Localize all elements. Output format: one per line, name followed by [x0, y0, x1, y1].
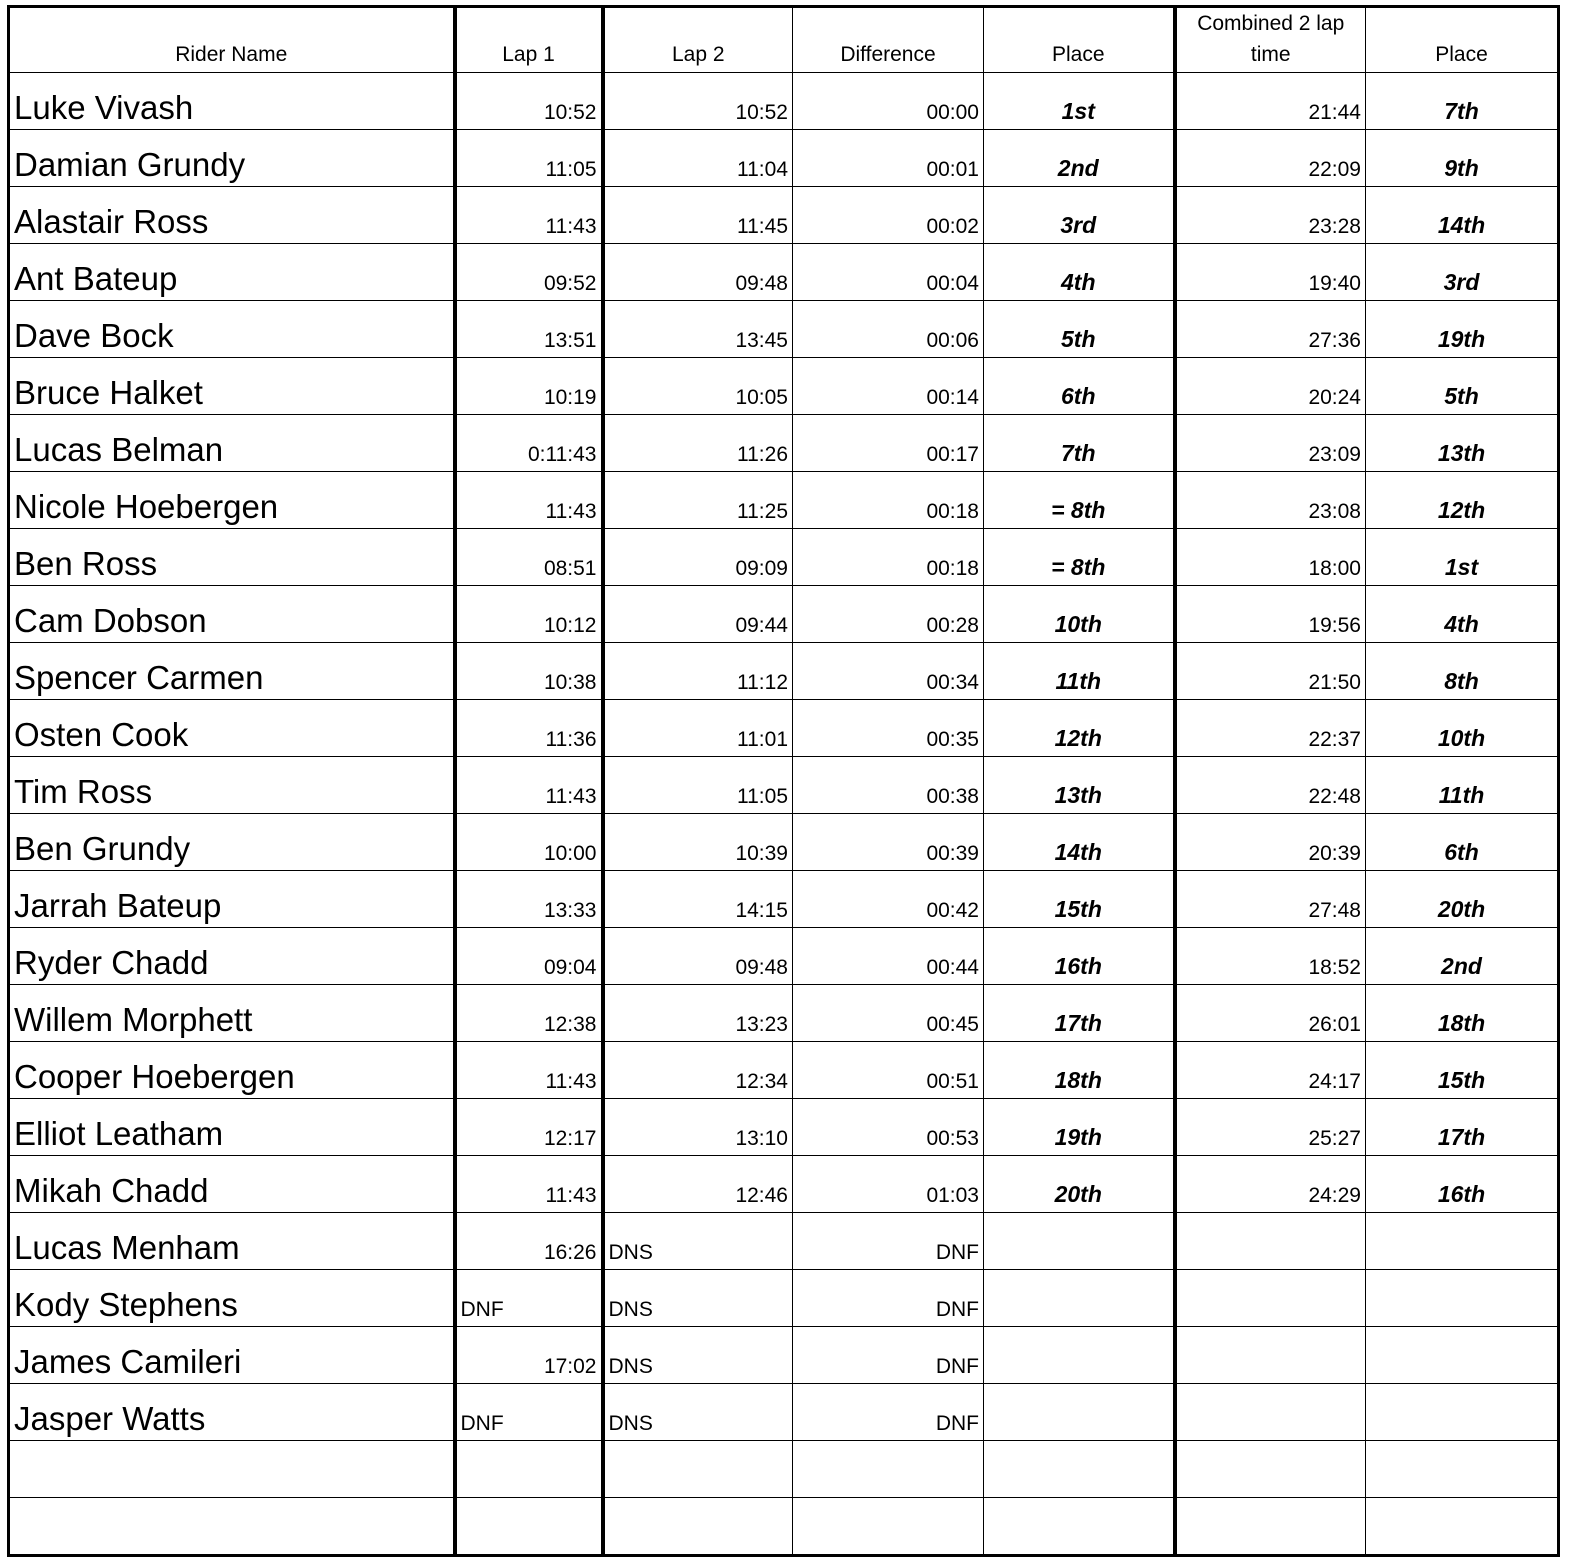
table-row [9, 700, 1559, 757]
combined-time-cell: 20:39 [1175, 814, 1366, 871]
lap1-cell: 11:05 [455, 130, 603, 187]
difference-cell: 00:39 [793, 814, 984, 871]
lap2-cell: 09:44 [603, 586, 793, 643]
rider-name-cell: Jarrah Bateup [9, 871, 455, 928]
header-lap2: Lap 2 [603, 7, 793, 73]
lap1-cell: 11:43 [455, 1156, 603, 1213]
lap2-cell: 10:05 [603, 358, 793, 415]
rider-name-cell: Luke Vivash [9, 73, 455, 130]
table-row [9, 358, 1559, 415]
lap2-cell: 12:46 [603, 1156, 793, 1213]
combined-time-cell: 24:29 [1175, 1156, 1366, 1213]
combined-time-cell [1175, 1384, 1366, 1441]
table-row [9, 643, 1559, 700]
lap2-cell: 09:48 [603, 928, 793, 985]
lap1-cell: 13:33 [455, 871, 603, 928]
rider-name-cell: Ryder Chadd [9, 928, 455, 985]
lap2-cell: 11:01 [603, 700, 793, 757]
lap1-cell: 10:38 [455, 643, 603, 700]
lap2-cell [603, 1441, 793, 1498]
lap1-cell [455, 1441, 603, 1498]
difference-cell: 00:18 [793, 472, 984, 529]
combined-time-cell: 18:00 [1175, 529, 1366, 586]
combined-time-cell: 19:40 [1175, 244, 1366, 301]
lap2-cell: DNS [603, 1213, 793, 1270]
rider-name-cell: Lucas Belman [9, 415, 455, 472]
place-cell: = 8th [984, 529, 1175, 586]
rider-name-cell: Damian Grundy [9, 130, 455, 187]
difference-cell: DNF [793, 1213, 984, 1270]
lap2-cell: DNS [603, 1327, 793, 1384]
difference-cell [793, 1441, 984, 1498]
combined-time-cell [1175, 1270, 1366, 1327]
rider-name-cell: Elliot Leatham [9, 1099, 455, 1156]
rider-name-cell: Mikah Chadd [9, 1156, 455, 1213]
place-cell: 18th [984, 1042, 1175, 1099]
difference-cell: 00:45 [793, 985, 984, 1042]
place-cell: 10th [984, 586, 1175, 643]
table-row [9, 928, 1559, 985]
place-cell [984, 1213, 1175, 1270]
lap2-cell: DNS [603, 1384, 793, 1441]
table-row [9, 244, 1559, 301]
combined-place-cell: 4th [1366, 586, 1559, 643]
table-row [9, 1099, 1559, 1156]
combined-place-cell [1366, 1213, 1559, 1270]
combined-place-cell: 19th [1366, 301, 1559, 358]
combined-time-cell [1175, 1213, 1366, 1270]
combined-time-cell [1175, 1327, 1366, 1384]
lap1-cell [455, 1498, 603, 1556]
combined-time-cell: 21:44 [1175, 73, 1366, 130]
combined-place-cell: 13th [1366, 415, 1559, 472]
lap1-cell: 08:51 [455, 529, 603, 586]
rider-name-cell: Cam Dobson [9, 586, 455, 643]
lap1-cell: 0:11:43 [455, 415, 603, 472]
rider-name-cell [9, 1498, 455, 1556]
lap1-cell: 10:52 [455, 73, 603, 130]
place-cell: 19th [984, 1099, 1175, 1156]
lap2-cell: 13:10 [603, 1099, 793, 1156]
place-cell [984, 1441, 1175, 1498]
combined-time-cell: 27:36 [1175, 301, 1366, 358]
table-row [9, 130, 1559, 187]
lap1-cell: 10:00 [455, 814, 603, 871]
table-row [9, 472, 1559, 529]
lap2-cell: 11:05 [603, 757, 793, 814]
combined-place-cell: 1st [1366, 529, 1559, 586]
combined-place-cell: 5th [1366, 358, 1559, 415]
lap2-cell [603, 1498, 793, 1556]
rider-name-cell: Kody Stephens [9, 1270, 455, 1327]
table-row [9, 871, 1559, 928]
difference-cell: 00:34 [793, 643, 984, 700]
combined-place-cell: 11th [1366, 757, 1559, 814]
difference-cell: 00:28 [793, 586, 984, 643]
rider-name-cell: Spencer Carmen [9, 643, 455, 700]
lap1-cell: 17:02 [455, 1327, 603, 1384]
difference-cell: DNF [793, 1270, 984, 1327]
difference-cell: DNF [793, 1384, 984, 1441]
lap1-cell: 10:12 [455, 586, 603, 643]
place-cell: 7th [984, 415, 1175, 472]
difference-cell [793, 1498, 984, 1556]
lap1-cell: 10:19 [455, 358, 603, 415]
combined-place-cell [1366, 1384, 1559, 1441]
lap1-cell: 16:26 [455, 1213, 603, 1270]
combined-place-cell: 8th [1366, 643, 1559, 700]
combined-place-cell: 9th [1366, 130, 1559, 187]
rider-name-cell: Lucas Menham [9, 1213, 455, 1270]
lap2-cell: 11:25 [603, 472, 793, 529]
lap1-cell: DNF [455, 1384, 603, 1441]
rider-name-cell: Tim Ross [9, 757, 455, 814]
combined-place-cell: 20th [1366, 871, 1559, 928]
table-row [9, 1042, 1559, 1099]
results-table [7, 5, 1560, 1557]
combined-place-cell: 16th [1366, 1156, 1559, 1213]
rider-name-cell: Cooper Hoebergen [9, 1042, 455, 1099]
table-row [9, 1156, 1559, 1213]
lap2-cell: 14:15 [603, 871, 793, 928]
rider-name-cell: Ben Grundy [9, 814, 455, 871]
rider-name-cell: Alastair Ross [9, 187, 455, 244]
header-place-combined: Place [1366, 7, 1559, 73]
table-row [9, 814, 1559, 871]
combined-time-cell [1175, 1498, 1366, 1556]
rider-name-cell: Nicole Hoebergen [9, 472, 455, 529]
difference-cell: 00:44 [793, 928, 984, 985]
difference-cell: 00:51 [793, 1042, 984, 1099]
lap2-cell: 10:52 [603, 73, 793, 130]
lap1-cell: DNF [455, 1270, 603, 1327]
table-row [9, 529, 1559, 586]
combined-place-cell: 2nd [1366, 928, 1559, 985]
header-combined-time: Combined 2 lap time [1175, 7, 1366, 73]
lap2-cell: 12:34 [603, 1042, 793, 1099]
combined-place-cell [1366, 1327, 1559, 1384]
combined-place-cell: 10th [1366, 700, 1559, 757]
place-cell: 15th [984, 871, 1175, 928]
place-cell: 3rd [984, 187, 1175, 244]
table-row [9, 1498, 1559, 1556]
place-cell: 4th [984, 244, 1175, 301]
combined-time-cell: 18:52 [1175, 928, 1366, 985]
combined-time-cell: 24:17 [1175, 1042, 1366, 1099]
place-cell [984, 1384, 1175, 1441]
table-row [9, 415, 1559, 472]
difference-cell: 00:06 [793, 301, 984, 358]
place-cell: 16th [984, 928, 1175, 985]
lap2-cell: 11:04 [603, 130, 793, 187]
combined-place-cell: 14th [1366, 187, 1559, 244]
table-row [9, 1270, 1559, 1327]
combined-time-cell: 26:01 [1175, 985, 1366, 1042]
place-cell: 20th [984, 1156, 1175, 1213]
place-cell [984, 1327, 1175, 1384]
difference-cell: DNF [793, 1327, 984, 1384]
lap1-cell: 09:04 [455, 928, 603, 985]
table-row [9, 73, 1559, 130]
header-place: Place [984, 7, 1175, 73]
lap2-cell: 13:45 [603, 301, 793, 358]
lap2-cell: 10:39 [603, 814, 793, 871]
rider-name-cell: Willem Morphett [9, 985, 455, 1042]
rider-name-cell: James Camileri [9, 1327, 455, 1384]
lap1-cell: 09:52 [455, 244, 603, 301]
combined-place-cell: 7th [1366, 73, 1559, 130]
combined-place-cell: 17th [1366, 1099, 1559, 1156]
place-cell [984, 1498, 1175, 1556]
place-cell: 12th [984, 700, 1175, 757]
combined-time-cell: 22:37 [1175, 700, 1366, 757]
difference-cell: 00:53 [793, 1099, 984, 1156]
lap2-cell: 13:23 [603, 985, 793, 1042]
place-cell: 6th [984, 358, 1175, 415]
lap1-cell: 11:43 [455, 187, 603, 244]
rider-name-cell: Osten Cook [9, 700, 455, 757]
combined-place-cell [1366, 1270, 1559, 1327]
combined-place-cell: 3rd [1366, 244, 1559, 301]
rider-name-cell: Bruce Halket [9, 358, 455, 415]
difference-cell: 00:42 [793, 871, 984, 928]
table-row [9, 985, 1559, 1042]
combined-time-cell: 25:27 [1175, 1099, 1366, 1156]
lap2-cell: DNS [603, 1270, 793, 1327]
place-cell: = 8th [984, 472, 1175, 529]
place-cell: 1st [984, 73, 1175, 130]
lap1-cell: 12:38 [455, 985, 603, 1042]
combined-time-cell [1175, 1441, 1366, 1498]
rider-name-cell: Ben Ross [9, 529, 455, 586]
header-difference: Difference [793, 7, 984, 73]
table-row [9, 1384, 1559, 1441]
lap2-cell: 11:45 [603, 187, 793, 244]
difference-cell: 00:17 [793, 415, 984, 472]
lap1-cell: 11:43 [455, 472, 603, 529]
combined-time-cell: 27:48 [1175, 871, 1366, 928]
combined-place-cell: 15th [1366, 1042, 1559, 1099]
place-cell: 17th [984, 985, 1175, 1042]
difference-cell: 01:03 [793, 1156, 984, 1213]
difference-cell: 00:04 [793, 244, 984, 301]
lap2-cell: 09:48 [603, 244, 793, 301]
table-row [9, 1213, 1559, 1270]
combined-place-cell: 6th [1366, 814, 1559, 871]
place-cell: 13th [984, 757, 1175, 814]
place-cell: 5th [984, 301, 1175, 358]
header-rider-name: Rider Name [9, 7, 455, 73]
difference-cell: 00:35 [793, 700, 984, 757]
table-row [9, 1327, 1559, 1384]
lap1-cell: 13:51 [455, 301, 603, 358]
lap1-cell: 11:43 [455, 1042, 603, 1099]
difference-cell: 00:01 [793, 130, 984, 187]
combined-time-cell: 23:08 [1175, 472, 1366, 529]
combined-time-cell: 20:24 [1175, 358, 1366, 415]
combined-place-cell: 18th [1366, 985, 1559, 1042]
place-cell: 2nd [984, 130, 1175, 187]
rider-name-cell: Dave Bock [9, 301, 455, 358]
rider-name-cell [9, 1441, 455, 1498]
combined-place-cell: 12th [1366, 472, 1559, 529]
table-row [9, 757, 1559, 814]
difference-cell: 00:18 [793, 529, 984, 586]
combined-time-cell: 22:09 [1175, 130, 1366, 187]
header-row [9, 7, 1559, 73]
rider-name-cell: Jasper Watts [9, 1384, 455, 1441]
lap1-cell: 11:36 [455, 700, 603, 757]
rider-name-cell: Ant Bateup [9, 244, 455, 301]
lap2-cell: 09:09 [603, 529, 793, 586]
place-cell [984, 1270, 1175, 1327]
lap2-cell: 11:26 [603, 415, 793, 472]
lap1-cell: 12:17 [455, 1099, 603, 1156]
table-row [9, 187, 1559, 244]
header-lap1: Lap 1 [455, 7, 603, 73]
place-cell: 11th [984, 643, 1175, 700]
table-row [9, 586, 1559, 643]
difference-cell: 00:38 [793, 757, 984, 814]
lap1-cell: 11:43 [455, 757, 603, 814]
combined-place-cell [1366, 1441, 1559, 1498]
table-row [9, 301, 1559, 358]
combined-time-cell: 21:50 [1175, 643, 1366, 700]
combined-time-cell: 22:48 [1175, 757, 1366, 814]
difference-cell: 00:00 [793, 73, 984, 130]
lap2-cell: 11:12 [603, 643, 793, 700]
combined-time-cell: 23:09 [1175, 415, 1366, 472]
combined-time-cell: 19:56 [1175, 586, 1366, 643]
combined-time-cell: 23:28 [1175, 187, 1366, 244]
difference-cell: 00:14 [793, 358, 984, 415]
combined-place-cell [1366, 1498, 1559, 1556]
table-row [9, 1441, 1559, 1498]
difference-cell: 00:02 [793, 187, 984, 244]
place-cell: 14th [984, 814, 1175, 871]
